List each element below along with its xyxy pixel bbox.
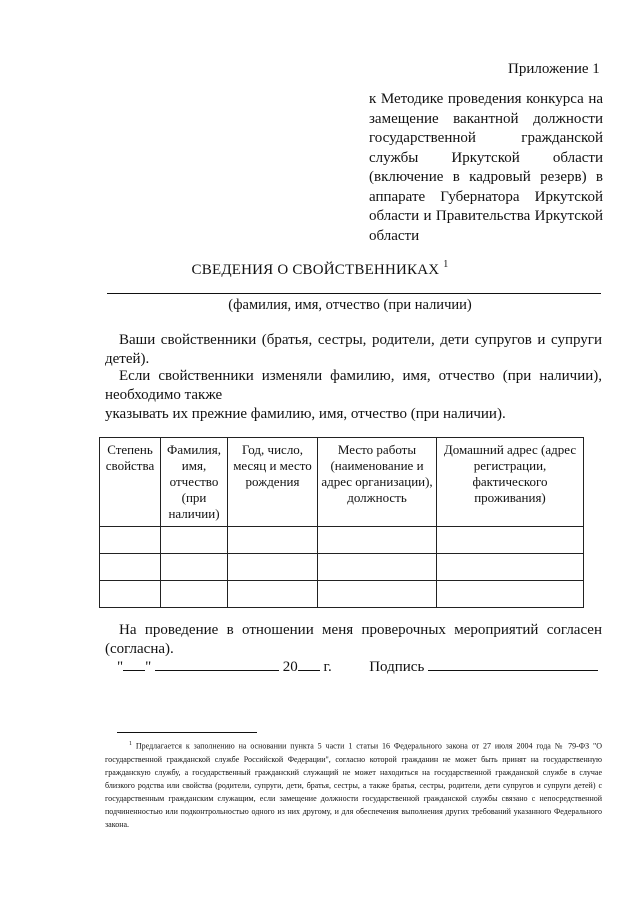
relatives-intro-paragraph — [105, 331, 602, 369]
table-row — [100, 527, 584, 554]
full-name-field[interactable] — [107, 293, 601, 294]
table-header-row — [100, 438, 584, 527]
form-title-text: СВЕДЕНИЯ О СВОЙСТВЕННИКАХ — [191, 262, 440, 278]
paragraph-line: указывать их прежние фамилию, имя, отчество (при наличии). — [105, 406, 506, 422]
header-note-line: к Методике проведения конкурса на — [369, 91, 603, 107]
table-cell[interactable] — [318, 554, 437, 581]
table-cell[interactable] — [437, 527, 584, 554]
relatives-table — [99, 437, 584, 608]
month-field[interactable] — [155, 656, 279, 671]
paragraph-line: необходимо также — [105, 387, 223, 403]
table-cell[interactable] — [161, 554, 228, 581]
column-header-kinship: Степень свойства — [100, 438, 161, 527]
footnote — [105, 738, 602, 831]
quote-open: " — [117, 659, 124, 675]
paragraph-line: детей). — [105, 351, 150, 367]
column-header-workplace: Место работы (наименование и адрес организации), должность — [318, 438, 437, 527]
paragraph-line: Ваши свойственники (братья, сестры, родители, дети супругов и супруги — [119, 332, 602, 348]
table-row — [100, 581, 584, 608]
table-cell[interactable] — [318, 581, 437, 608]
table-cell[interactable] — [228, 581, 318, 608]
date-signature-row — [117, 656, 598, 676]
day-field[interactable] — [123, 656, 145, 671]
header-note-line: замещение вакантной должности — [369, 110, 603, 127]
paragraph-line: Если свойственники изменяли фамилию, имя, отчество (при наличии), — [119, 368, 602, 384]
table-cell[interactable] — [437, 554, 584, 581]
header-note-line: области — [369, 227, 420, 244]
table-cell[interactable] — [437, 581, 584, 608]
column-header-full-name: Фамилия, имя, отчество (при наличии) — [161, 438, 228, 527]
header-note-line: государственной гражданской — [369, 130, 603, 146]
header-note-line: области и Правительства Иркутской — [369, 208, 603, 224]
consent-line: На проведение в отношении меня проверочных мероприятий согласен — [119, 622, 602, 638]
table-cell[interactable] — [100, 527, 161, 554]
consent-line: (согласна). — [105, 641, 174, 657]
column-header-birth: Год, число, месяц и место рождения — [228, 438, 318, 527]
year-suffix: г. — [323, 659, 332, 675]
footnote-divider — [117, 732, 257, 733]
table-cell[interactable] — [100, 581, 161, 608]
consent-statement — [105, 621, 602, 659]
form-title — [0, 259, 640, 279]
table-cell[interactable] — [318, 527, 437, 554]
table-row — [100, 554, 584, 581]
table-cell[interactable] — [228, 527, 318, 554]
full-name-caption: (фамилия, имя, отчество (при наличии) — [228, 297, 472, 313]
footnote-mark: 1 — [443, 259, 449, 270]
header-note-line: службы Иркутской области — [369, 149, 603, 166]
name-change-paragraph — [105, 367, 602, 424]
quote-close: " — [145, 659, 152, 675]
signature-label: Подпись — [369, 659, 425, 675]
table-cell[interactable] — [161, 527, 228, 554]
header-note-line: (включение в кадровый резерв) в — [369, 169, 603, 185]
appendix-title: Приложение 1 — [508, 61, 600, 77]
footnote-mark: 1 — [129, 741, 132, 747]
year-field[interactable] — [298, 656, 320, 671]
table-cell[interactable] — [228, 554, 318, 581]
methodology-reference — [369, 90, 603, 246]
year-prefix: 20 — [282, 659, 298, 675]
header-note-line: аппарате Губернатора Иркутской — [369, 188, 603, 205]
signature-field[interactable] — [428, 656, 598, 671]
table-cell[interactable] — [100, 554, 161, 581]
column-header-home-address: Домашний адрес (адрес регистрации, фактического проживания) — [437, 438, 584, 527]
footnote-text: Предлагается к заполнению на основании пункта 5 части 1 статьи 16 Федерального закона от 27 июля 2004 года № 79-ФЗ "О государственной гражданской службе Российской Федерации", согласно которой гражданин не может быть принят на государственную гражданскую службу, а государственный гражданский служащий не может находиться на государственной гражданской службе в случае близкого родства или свойства (родители, супруги, дети, братья, сестры, а также братья, сестры, родители, дети супругов и супруги детей) с государственным гражданским служащим, если замещение должности государственной гражданской службы связано с непосредственной подчиненностью или подконтрольностью одного из них другому, и для обеспечения выполнения других требований указанного Федерального закона. — [105, 741, 603, 829]
table-cell[interactable] — [161, 581, 228, 608]
